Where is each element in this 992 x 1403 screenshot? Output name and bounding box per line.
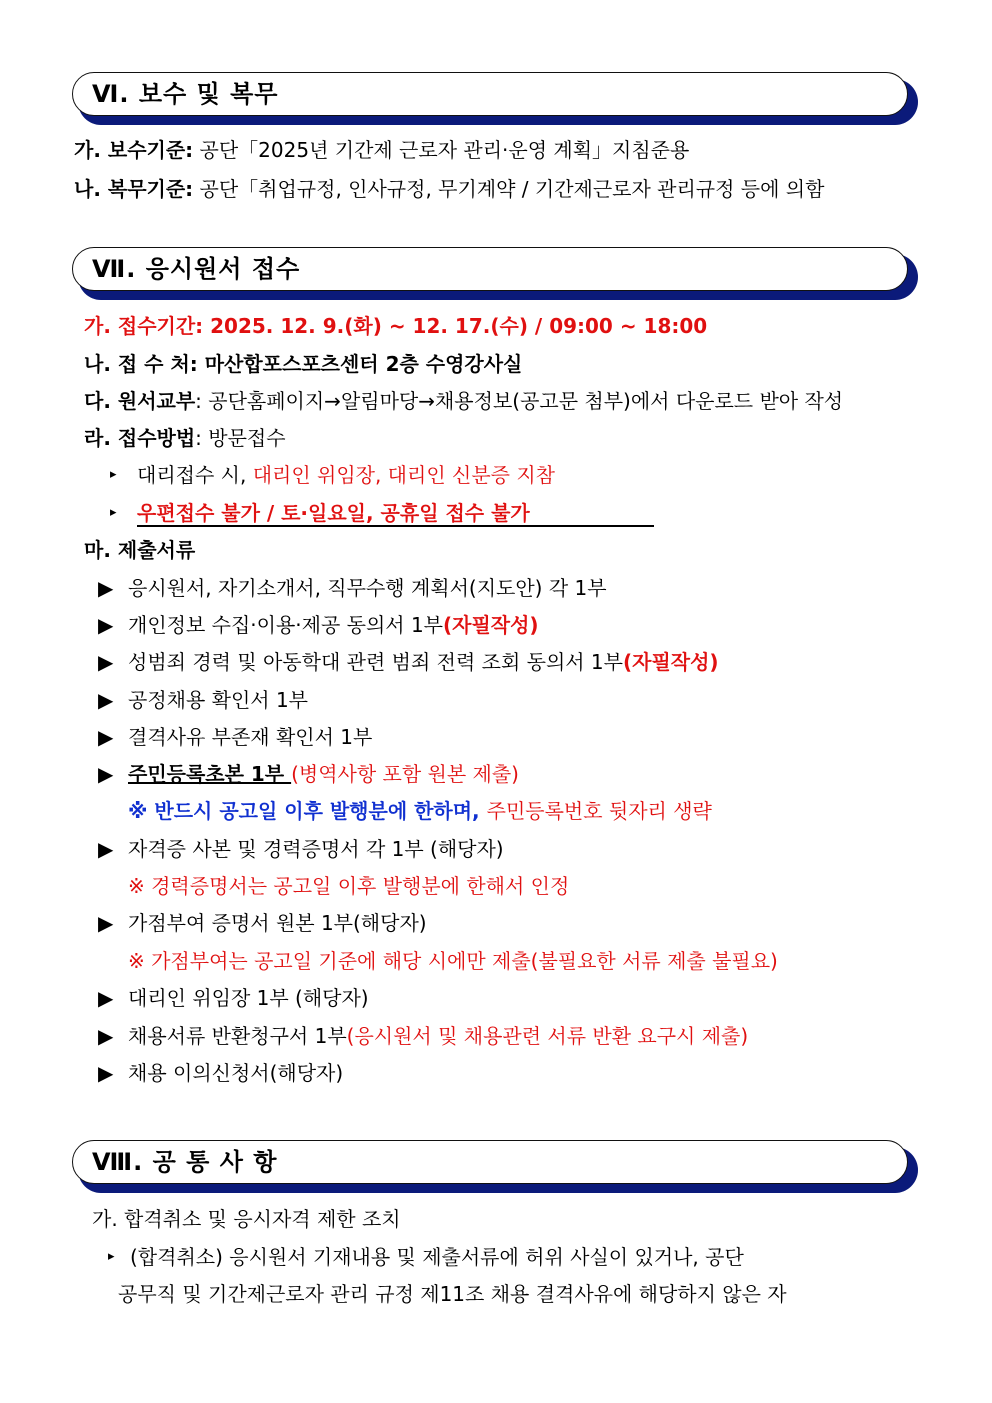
section-header-6: [72, 72, 924, 128]
resident-register: 주민등록초본 1부: [128, 762, 292, 786]
section-title: Ⅵ. 보수 및 복무: [92, 80, 279, 108]
arrow-icon: ▶: [98, 762, 114, 786]
doc-item: [128, 648, 719, 676]
doc-item: 공정채용 확인서 1부: [128, 688, 308, 712]
pass-cancel-heading: 가. 합격취소 및 응시자격 제한 조치: [92, 1207, 401, 1231]
bonus-note: ※ 가점부여는 공고일 기준에 해당 시에만 제출(불필요한 서류 제출 불필요): [128, 949, 778, 973]
bullet-icon: ▸: [110, 505, 117, 520]
resident-register-note: (병역사항 포함 원본 제출): [291, 762, 519, 786]
form-distribution: [84, 387, 843, 415]
arrow-icon: ▶: [98, 576, 114, 600]
duty-standard-label: 나. 복무기준:: [74, 177, 194, 201]
doc-text: 채용서류 반환청구서 1부: [128, 1024, 347, 1048]
no-mail-notice: 우편접수 불가 / 토·일요일, 공휴일 접수 불가: [137, 501, 530, 525]
pay-standard-text: 공단「2025년 기간제 근로자 관리·운영 계획」지침준용: [193, 138, 690, 162]
resident-note-blue: ※ 반드시 공고일 이후 발행분에 한하며,: [128, 799, 487, 823]
doc-text: 성범죄 경력 및 아동학대 관련 범죄 전력 조회 동의서 1부: [128, 650, 623, 674]
section-header-8: [72, 1140, 924, 1196]
arrow-icon: ▶: [98, 1024, 114, 1048]
doc-item: 자격증 사본 및 경력증명서 각 1부 (해당자): [128, 837, 504, 861]
doc-item: 응시원서, 자기소개서, 직무수행 계획서(지도안) 각 1부: [128, 576, 607, 600]
pass-cancel-text-2: 공무직 및 기간제근로자 관리 규정 제11조 채용 결격사유에 해당하지 않은 자: [118, 1282, 787, 1306]
application-method-text: : 방문접수: [195, 426, 286, 450]
doc-return-note: (응시원서 및 채용관련 서류 반환 요구시 제출): [346, 1024, 749, 1048]
doc-text: 개인정보 수집·이용·제공 동의서 1부: [128, 613, 443, 637]
duty-standard-text: 공단「취업규정, 인사규정, 무기계약 / 기간제근로자 관리규정 등에 의함: [193, 177, 825, 201]
arrow-icon: ▶: [98, 986, 114, 1010]
application-method: [84, 424, 286, 452]
arrow-icon: ▶: [98, 1061, 114, 1085]
proxy-requirements: 대리인 위임장, 대리인 신분증 지참: [252, 463, 555, 487]
section-header-7: [72, 247, 924, 303]
doc-item: [128, 611, 539, 639]
application-method-label: 라. 접수방법: [84, 426, 196, 450]
proxy-text: 대리접수 시,: [137, 463, 253, 487]
bullet-icon: ▸: [110, 467, 117, 482]
pass-cancel-text-1: (합격취소) 응시원서 기재내용 및 제출서류에 허위 사실이 있거나, 공단: [130, 1245, 744, 1269]
career-note: ※ 경력증명서는 공고일 이후 발행분에 한해서 인정: [128, 874, 570, 898]
arrow-icon: ▶: [98, 688, 114, 712]
arrow-icon: ▶: [98, 911, 114, 935]
documents-label: 마. 제출서류: [84, 538, 196, 562]
duty-standard: [74, 175, 824, 203]
arrow-icon: ▶: [98, 837, 114, 861]
arrow-icon: ▶: [98, 650, 114, 674]
doc-handwritten: (자필작성): [443, 613, 539, 637]
resident-note: [128, 797, 712, 825]
section-title: Ⅶ. 응시원서 접수: [92, 255, 301, 283]
application-period: 가. 접수기간: 2025. 12. 9.(화) ~ 12. 17.(수) / 09:00 ~ 18:00: [84, 314, 708, 338]
pay-standard-label: 가. 보수기준:: [74, 138, 194, 162]
doc-item: 채용 이의신청서(해당자): [128, 1061, 344, 1085]
doc-item: [128, 1022, 748, 1050]
pay-standard: [74, 136, 689, 164]
resident-note-red: 주민등록번호 뒷자리 생략: [486, 799, 712, 823]
no-mail-underline: [137, 525, 654, 527]
application-place: 나. 접 수 처: 마산합포스포츠센터 2층 수영강사실: [84, 352, 523, 376]
doc-item: [128, 760, 519, 788]
doc-handwritten: (자필작성): [622, 650, 719, 674]
doc-item: 결격사유 부존재 확인서 1부: [128, 725, 373, 749]
doc-item: 가점부여 증명서 원본 1부(해당자): [128, 911, 427, 935]
arrow-icon: ▶: [98, 613, 114, 637]
bullet-icon: ▸: [108, 1249, 115, 1264]
form-distribution-label: 다. 원서교부: [84, 389, 196, 413]
proxy-application: [137, 461, 555, 489]
doc-item: 대리인 위임장 1부 (해당자): [128, 986, 369, 1010]
arrow-icon: ▶: [98, 725, 114, 749]
section-title: Ⅷ. 공 통 사 항: [92, 1148, 278, 1176]
form-distribution-text: : 공단홈페이지→알림마당→채용정보(공고문 첨부)에서 다운로드 받아 작성: [195, 389, 844, 413]
